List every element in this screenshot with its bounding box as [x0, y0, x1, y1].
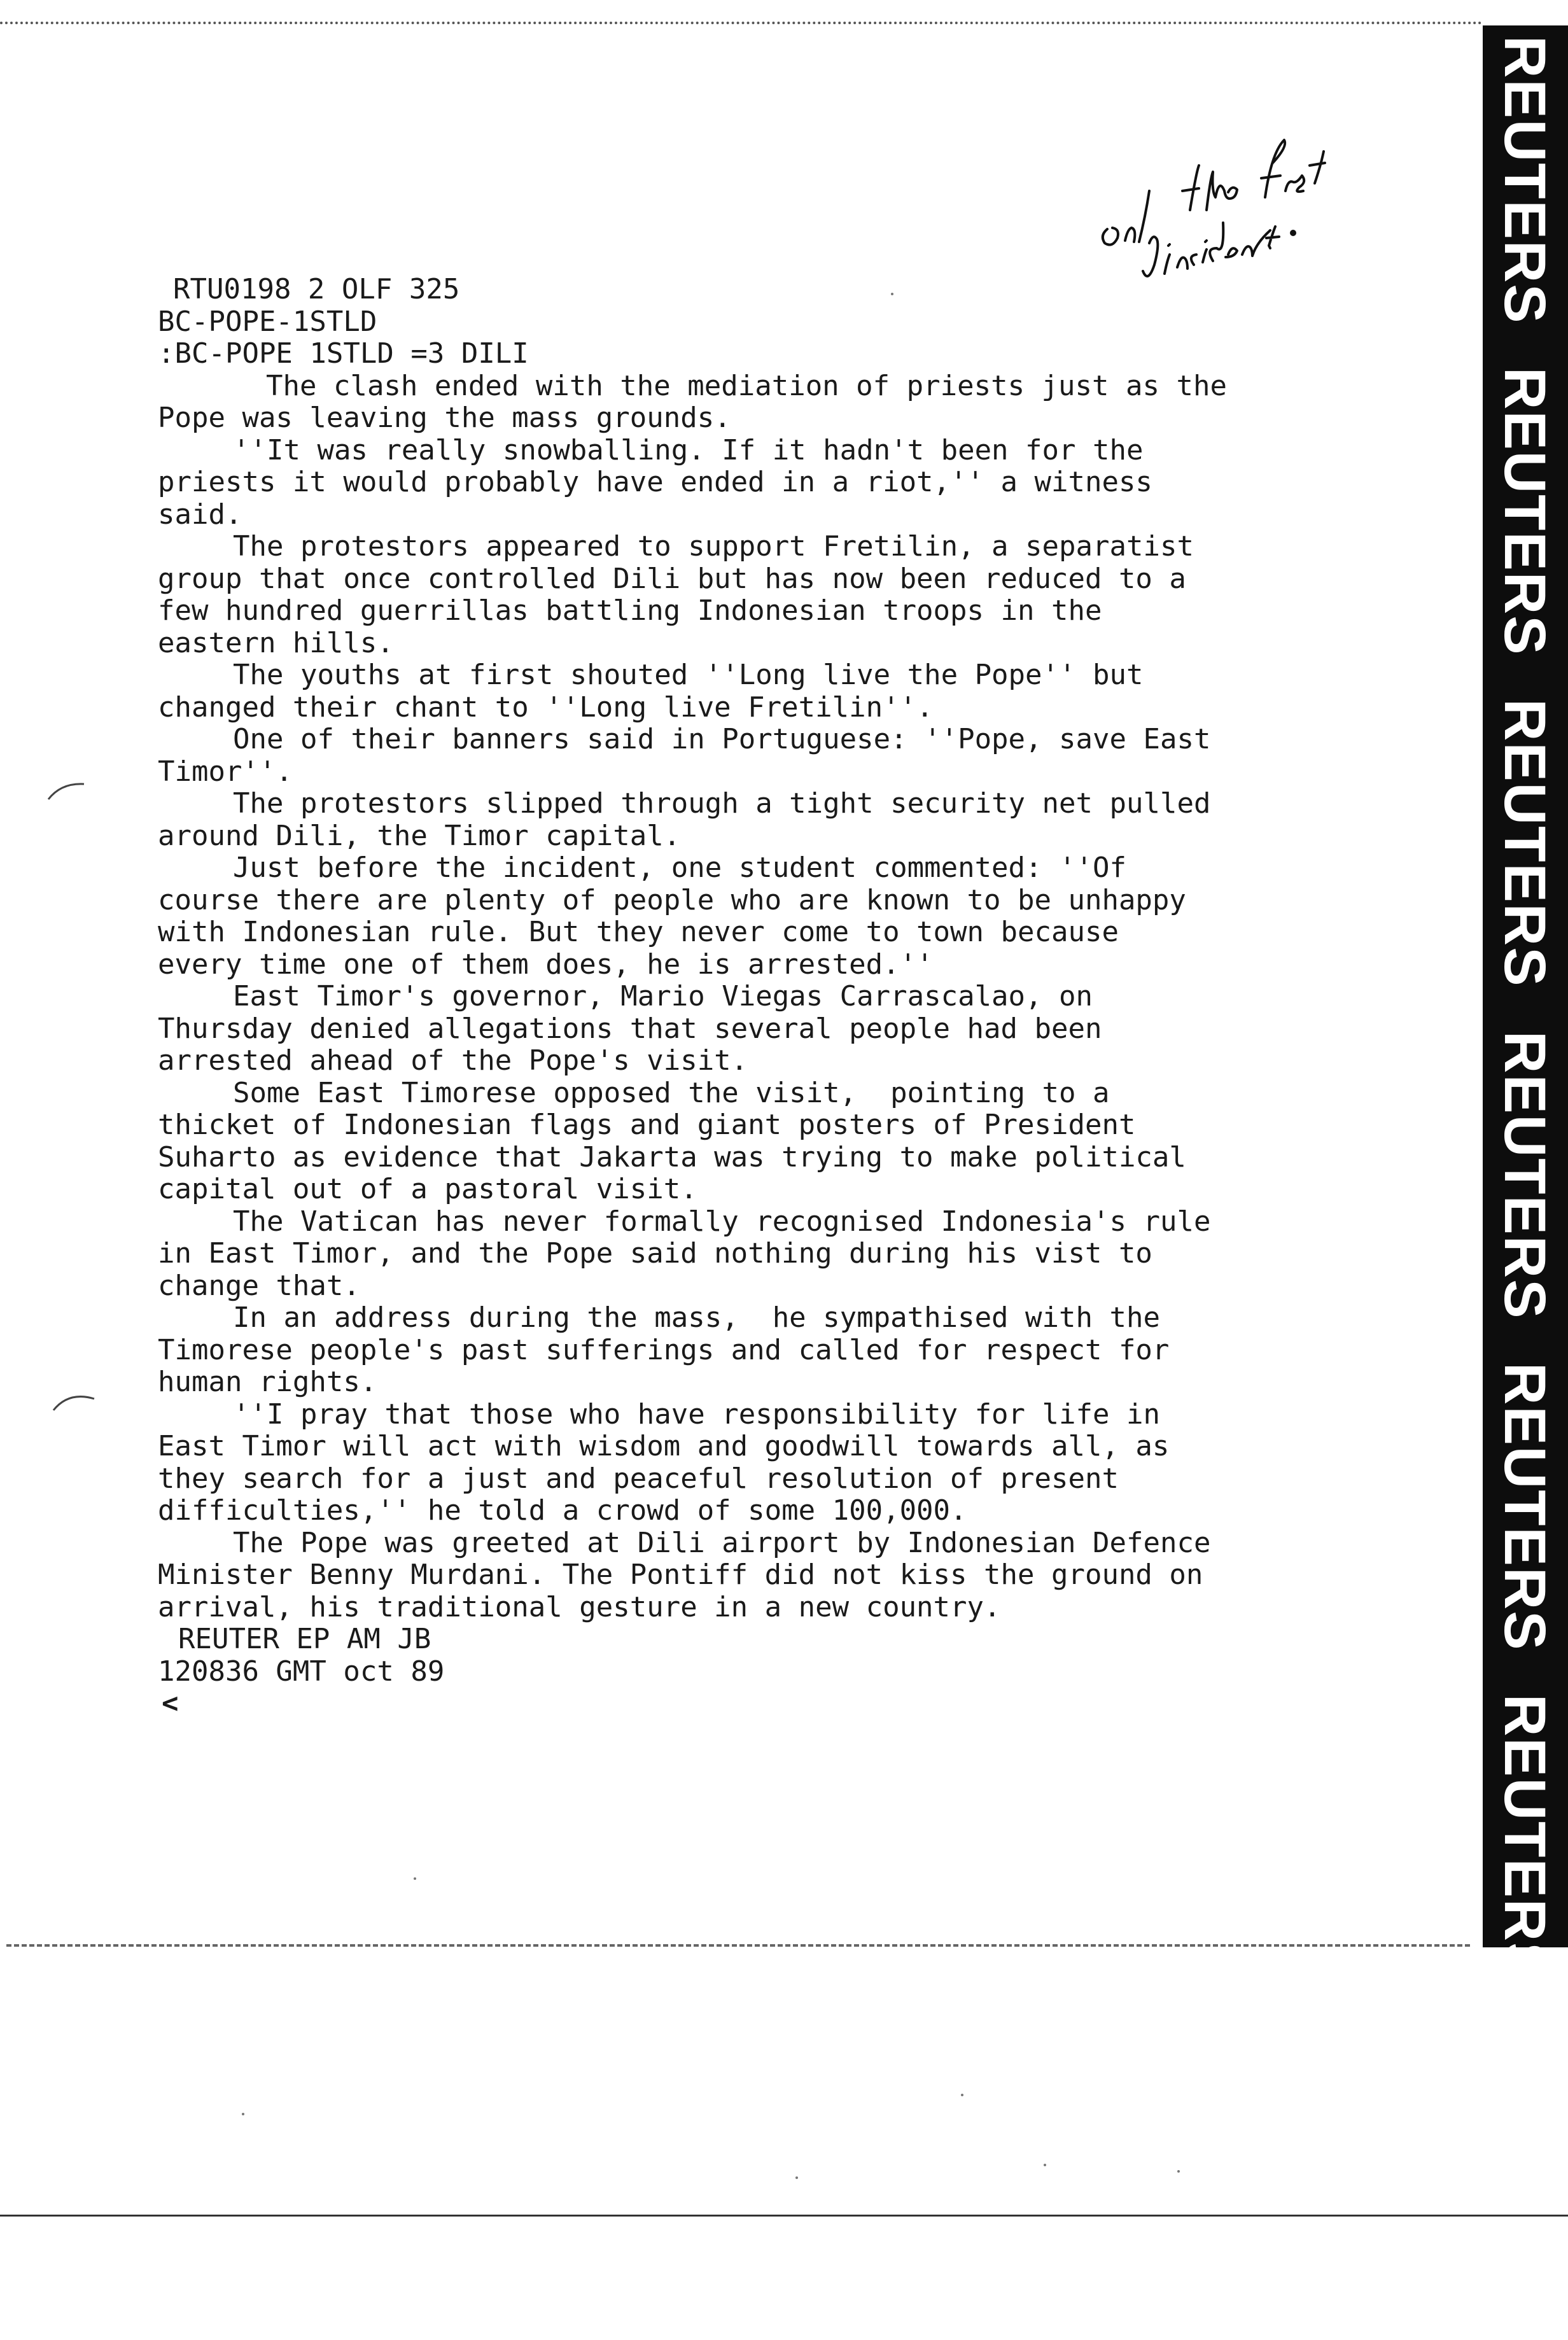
strip-word: REUTERS: [1492, 36, 1557, 325]
body-line: course there are plenty of people who are known to be unhappy: [158, 883, 1186, 916]
body-line: changed their chant to ''Long live Fretilin''.: [158, 690, 934, 724]
handwritten-note: [1095, 121, 1387, 274]
body-line: Minister Benny Murdani. The Pontiff did not kiss the ground on: [158, 1559, 1203, 1591]
body-line: Timor''.: [158, 755, 293, 788]
body-line: human rights.: [158, 1366, 377, 1398]
top-dotted-rule: [0, 22, 1483, 24]
body-line: Thursday denied allegations that several people had been: [158, 1012, 1102, 1045]
margin-arc-mark: [45, 778, 89, 803]
body-line: thicket of Indonesian flags and giant posters of President: [158, 1109, 1136, 1141]
body-line: Timorese people's past sufferings and called for respect for: [158, 1333, 1170, 1366]
scan-speck: [242, 2113, 244, 2115]
scan-speck: [891, 293, 893, 295]
body-line: Some East Timorese opposed the visit, pointing to a: [233, 1076, 1110, 1109]
body-line: arrival, his traditional gesture in a new country.: [158, 1590, 1001, 1623]
body-line: The Vatican has never formally recognised Indonesia's rule: [233, 1205, 1211, 1238]
page-bottom-edge: [0, 2215, 1568, 2217]
body-line: few hundred guerrillas battling Indonesian troops in the: [158, 594, 1102, 627]
story-slug: RTU0198 2 OLF 325: [173, 273, 460, 305]
body-line: One of their banners said in Portuguese: ''Pope, save East: [233, 723, 1211, 755]
body-line: arrested ahead of the Pope's visit.: [158, 1044, 748, 1077]
body-line: in East Timor, and the Pope said nothing during his vist to: [158, 1237, 1152, 1270]
margin-arc-mark: [50, 1387, 101, 1413]
body-line: they search for a just and peaceful resolution of present: [158, 1462, 1119, 1495]
body-line: every time one of them does, he is arrested.'': [158, 948, 934, 981]
body-line: capital out of a pastoral visit.: [158, 1173, 697, 1205]
scan-speck: [1177, 2170, 1180, 2173]
body-line: with Indonesian rule. But they never come to town because: [158, 916, 1119, 948]
bottom-dashed-rule: [6, 1944, 1470, 1947]
story-tag: BC-POPE-1STLD: [158, 305, 377, 338]
body-line: East Timor's governor, Mario Viegas Carrascalao, on: [233, 980, 1093, 1012]
strip-word: REUTERS: [1492, 1693, 1557, 1983]
end-mark: <: [162, 1687, 179, 1720]
body-line: Just before the incident, one student commented: ''Of: [233, 851, 1126, 884]
body-line: The protestors appeared to support Fretilin, a separatist: [233, 530, 1194, 563]
strip-word: REUTERS: [1492, 1030, 1557, 1320]
signoff: REUTER EP AM JB: [178, 1623, 431, 1655]
body-line: around Dili, the Timor capital.: [158, 819, 681, 852]
strip-word: REUTERS: [1492, 699, 1557, 988]
body-line: The Pope was greeted at Dili airport by Indonesian Defence: [233, 1526, 1211, 1559]
wire-story: [158, 274, 1469, 1720]
body-line: East Timor will act with wisdom and goodwill towards all, as: [158, 1430, 1170, 1462]
body-line: The clash ended with the mediation of priests just as the: [266, 369, 1227, 402]
body-line: said.: [158, 498, 242, 531]
body-line: eastern hills.: [158, 626, 394, 659]
body-line: In an address during the mass, he sympathised with the: [233, 1301, 1160, 1334]
body-line: The protestors slipped through a tight security net pulled: [233, 787, 1211, 820]
scan-speck: [795, 2176, 798, 2179]
strip-word: REUTERS: [1492, 2026, 1557, 2315]
body-line: priests it would probably have ended in a riot,'' a witness: [158, 466, 1152, 498]
scan-speck: [414, 1877, 416, 1880]
body-line: The youths at first shouted ''Long live the Pope'' but: [233, 659, 1144, 691]
reuters-side-strip: [1483, 25, 1568, 2315]
strip-word: REUTERS: [1492, 1362, 1557, 1651]
timestamp: 120836 GMT oct 89: [158, 1655, 445, 1688]
body-line: Suharto as evidence that Jakarta was trying to make political: [158, 1140, 1186, 1174]
body-line: change that.: [158, 1269, 360, 1302]
strip-word: REUTERS: [1492, 367, 1557, 656]
story-subtag: :BC-POPE 1STLD =3 DILI: [158, 337, 529, 370]
scan-speck: [961, 2094, 963, 2096]
body-line: group that once controlled Dili but has now been reduced to a: [158, 562, 1186, 595]
scan-speck: [1044, 2164, 1046, 2166]
body-line: difficulties,'' he told a crowd of some 100,000.: [158, 1494, 967, 1527]
body-line: ''It was really snowballing. If it hadn't been for the: [233, 433, 1144, 466]
body-line: ''I pray that those who have responsibility for life in: [233, 1398, 1160, 1431]
body-line: Pope was leaving the mass grounds.: [158, 402, 731, 434]
